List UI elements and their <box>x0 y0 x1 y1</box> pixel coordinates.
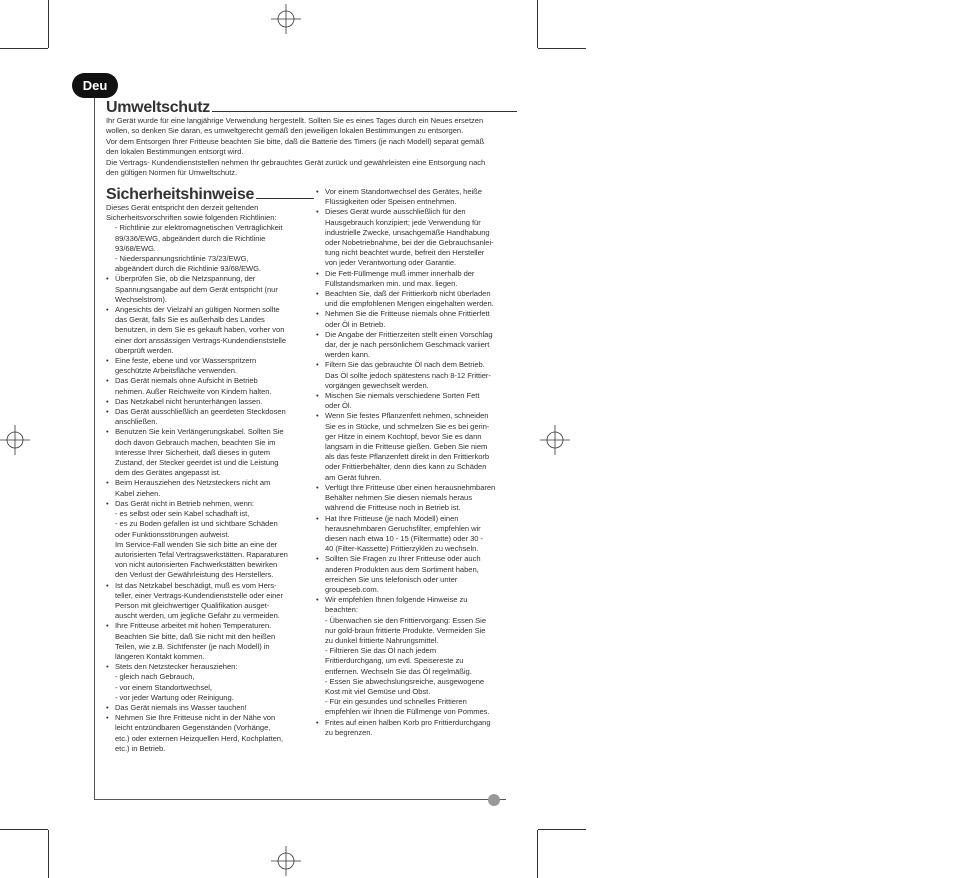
text-line: Interesse Ihrer Sicherheit, daß dieses in gutem <box>115 447 271 457</box>
text-line: 40 (Filter-Kassette) Frittierzyklen zu wechseln. <box>325 544 479 554</box>
text-line: vorgängen gewechselt werden. <box>325 380 429 390</box>
text-line: das Gerät, falls Sie es außerhalb des Landes <box>115 315 265 325</box>
text-line: doch davon Gebrauch machen, beachten Sie im <box>115 437 276 447</box>
page-border <box>94 96 95 800</box>
text-line: Dieses Gerät entspricht den derzeit geltenden <box>106 203 259 212</box>
text-line: oder Öl. <box>325 401 352 411</box>
bullet-item: • Verfügt Ihre Fritteuse über einen herausnehmbaren <box>316 483 512 493</box>
text-line: leicht entzündbaren Gegenständen (Vorhänge, <box>115 723 271 733</box>
text-line: Teilen, wie z.B. Sichtfenster (je nach Modell) in <box>115 641 270 651</box>
text-line: 93/68/EWG. <box>115 243 156 253</box>
text-line: von jeder Verantwortung oder Garantie. <box>325 258 457 268</box>
text-line: als das feste Pflanzenfett direkt in den Frittierkorb <box>325 452 490 462</box>
text-line: - es zu Boden gefallen ist und sichtbare Schäden <box>115 519 278 529</box>
text-line: werden kann. <box>325 350 370 360</box>
page-number-dot <box>488 794 500 806</box>
text-line: zu dunkel frittierte Nahrungsmittel. <box>325 635 439 645</box>
text-line: dar, der je nach persönlichem Geschmack variiert <box>325 340 490 350</box>
text-line: oder Nobetriebnahme, bei der die Gebrauchsanlei- <box>325 238 494 248</box>
crop-mark <box>0 829 48 830</box>
text-line: Wechselstrom). <box>115 294 167 304</box>
text-line: - Filtrieren Sie das Öl nach jedem <box>325 646 436 656</box>
text-line: abgeändert durch die Richtlinie 93/68/EWG. <box>115 264 262 274</box>
bullet-item: • Mischen Sie niemals verschiedene Sorten Fett <box>316 391 512 401</box>
text-line: - Für ein gesundes und schnelles Frittieren <box>325 697 467 707</box>
text-line: längeren Kontakt kommen. <box>115 651 205 661</box>
text-line: anderen Produkten aus dem Sortiment haben, <box>325 564 479 574</box>
bullet-item: • Die Fett-Füllmenge muß immer innerhalb der <box>316 269 512 279</box>
text-line: etc.) in Betrieb. <box>115 743 166 753</box>
text-line: 89/336/EWG, abgeändert durch die Richtlinie <box>115 233 266 243</box>
text-line: Im Service-Fall wenden Sie sich bitte an eine der <box>115 539 278 549</box>
bullet-item: • Das Gerät nicht in Betrieb nehmen, wenn: <box>106 499 302 509</box>
umweltschutz-text <box>106 116 506 178</box>
text-line: nur gold-braun frittierte Produkte. Vermeiden Sie <box>325 625 486 635</box>
bullet-item: • Hat Ihre Fritteuse (je nach Modell) einen <box>316 514 512 524</box>
crop-mark <box>48 830 49 878</box>
text-line: überprüft werden. <box>115 345 174 355</box>
language-tab: Deu <box>72 73 118 98</box>
crop-mark <box>537 0 538 48</box>
safety-column-right <box>316 187 512 738</box>
text-line: Kost mit viel Gemüse und Obst. <box>325 686 431 696</box>
text-line: oder Frittierbehälter, denn dies kann zu Schäden <box>325 462 487 472</box>
bullet-item: • Überprüfen Sie, ob die Netzspannung, der <box>106 274 302 284</box>
text-line: von nicht autorisierten Fachwerkstätten bewirken <box>115 560 278 570</box>
text-line: autorisierten Tefal Vertragswerkstätten. Raparaturen <box>115 549 288 559</box>
bullet-item: • Das Gerät niemals ohne Aufsicht in Betrieb <box>106 376 302 386</box>
text-line: - vor einem Standortwechsel, <box>115 682 212 692</box>
text-line: ger Hitze in einem Kochtopf, bevor Sie es dann <box>325 431 482 441</box>
bullet-item: • Das Netzkabel nicht herunterhängen lassen. <box>106 397 302 407</box>
bullet-item: • Beachten Sie, daß der Frittierkorb nicht überladen <box>316 289 512 299</box>
text-line: Kabel ziehen. <box>115 488 161 498</box>
text-line: und die empfohlenen Mengen eingehalten werden. <box>325 299 494 309</box>
text-line: auscht werden, um jegliche Gefahr zu vermeiden. <box>115 611 280 621</box>
crop-mark <box>538 829 586 830</box>
text-line: Person mit gleichwertiger Qualifikation ausget- <box>115 600 270 610</box>
text-line: nehmen. Außer Reichweite von Kindern halten. <box>115 386 272 396</box>
text-line: Die Vertrags- Kundendienststellen nehmen Ihr gebrauchtes Gerät zurück und gewährleisten eine Entsorgung nach <box>106 157 486 167</box>
text-line: beachten: <box>325 605 358 615</box>
text-line: Hausgebrauch konzipiert; jede Verwendung für <box>325 217 481 227</box>
bullet-item: • Dieses Gerät wurde ausschließlich für den <box>316 207 512 217</box>
bullet-item: • Eine feste, ebene und vor Wasserspritzern <box>106 356 302 366</box>
crop-mark <box>537 830 538 878</box>
text-line: industrielle Zwecke, unsachgemäße Handhabung <box>325 227 490 237</box>
bullet-item: • Ist das Netzkabel beschädigt, muß es vom Hers- <box>106 581 302 591</box>
registration-mark-icon <box>271 4 301 34</box>
text-line: groupeseb.com. <box>325 584 379 594</box>
bullet-item: • Ihre Fritteuse arbeitet mit hohen Temperaturen. <box>106 621 302 631</box>
text-line: - gleich nach Gebrauch, <box>115 672 195 682</box>
text-line: - Richtlinie zur elektromagnetischen Verträglichkeit <box>115 223 283 233</box>
text-line: Frittierdurchgang, um evtl. Speisereste zu <box>325 656 464 666</box>
text-line: Sie es in Stücke, und schmelzen Sie es bei gerin- <box>325 421 490 431</box>
bullet-item: • Nehmen Sie die Fritteuse niemals ohne Frittierfett <box>316 309 512 319</box>
text-line: Das Öl sollte jedoch spätestens nach 8-12 Frittier- <box>325 370 491 380</box>
text-line: herausnehmbaren Geruchsfilter, empfehlen wir <box>325 523 481 533</box>
text-line: oder Funktionsstörungen aufweist. <box>115 529 230 539</box>
text-line: langsam in die Fritteuse gießen. Geben Sie niem <box>325 442 488 452</box>
bullet-item: • Vor einem Standortwechsel des Gerätes, heiße <box>316 187 512 197</box>
registration-mark-icon <box>0 425 30 455</box>
text-line: teller, einer Vertrags-Kundendienststelle oder einer <box>115 590 283 600</box>
text-line: am Gerät führen. <box>325 472 382 482</box>
text-line: etc.) oder externen Heizquellen Herd, Kochplatten, <box>115 733 284 743</box>
safety-column-left <box>106 203 302 754</box>
text-line: Spannungsangabe auf dem Gerät entspricht (nur <box>115 284 278 294</box>
bullet-item: • Das Gerät niemals ins Wasser tauchen! <box>106 703 302 713</box>
bullet-item: • Wir empfehlen Ihnen folgende Hinweise zu <box>316 595 512 605</box>
bullet-item: • Benutzen Sie kein Verlängerungskabel. Sollten Sie <box>106 427 302 437</box>
text-line: empfehlen wir Ihnen die Füllmenge von Pommes. <box>325 707 490 717</box>
text-line: Flüssigkeiten oder Speisen entnehmen. <box>325 197 457 207</box>
text-line: Behälter nehmen Sie diesen niemals heraus <box>325 493 472 503</box>
text-line: - es selbst oder sein Kabel schadhaft ist, <box>115 509 250 519</box>
text-line: Sicherheitsvorschriften sowie folgenden Richtlinien: <box>106 213 277 223</box>
text-line: den Verlust der Gewährleistung des Herstellers. <box>115 570 274 580</box>
text-line: geschützte Arbeitsfläche verwenden. <box>115 366 237 376</box>
text-line: - Überwachen sie den Frittiervorgang: Essen Sie <box>325 615 486 625</box>
bullet-item: • Filtern Sie das gebrauchte Öl nach dem Betrieb. <box>316 360 512 370</box>
text-line: Vor dem Entsorgen Ihrer Fritteuse beachten Sie bitte, daß die Batterie des Timers (je nach Modell) separat gemäß <box>106 136 485 146</box>
bullet-item: • Stets den Netzstecker herausziehen: <box>106 662 302 672</box>
bullet-item: • Die Angabe der Frittierzeiten stellt einen Vorschlag <box>316 330 512 340</box>
text-line: dem des Gerätes angepasst ist. <box>115 468 221 478</box>
text-line: den lokalen Bestimmungen entsorgt wird. <box>106 147 244 157</box>
text-line: Ihr Gerät wurde für eine langjährige Verwendung hergestellt. Sollten Sie es eines Tages durch ein Neues ersetzen <box>106 116 484 125</box>
text-line: anschließen. <box>115 417 158 427</box>
registration-mark-icon <box>540 425 570 455</box>
text-line: diesen nach etwa 10 - 15 (Filtermatte) oder 30 - <box>325 533 483 543</box>
title-rule <box>256 197 314 199</box>
bullet-item: • Sollten Sie Fragen zu Ihrer Fritteuse oder auch <box>316 554 512 564</box>
text-line: - vor jeder Wartung oder Reinigung. <box>115 692 234 702</box>
page-border <box>94 799 506 800</box>
text-line: tung nicht beachtet wurde, befreit den Hersteller <box>325 248 485 258</box>
bullet-item: • Wenn Sie festes Pflanzenfett nehmen, schneiden <box>316 411 512 421</box>
text-line: wollen, so denken Sie daran, es umweltgerecht gemäß den jeweiligen lokalen Bestimmungen zu entsorgen. <box>106 126 464 136</box>
bullet-item: • Angesichts der Vielzahl an gültigen Normen sollte <box>106 305 302 315</box>
text-line: während die Fritteuse noch in Betrieb ist. <box>325 503 461 513</box>
bullet-item: • Beim Herausziehen des Netzsteckers nicht am <box>106 478 302 488</box>
text-line: entfernen. Wechseln Sie das Öl regelmäßig. <box>325 666 472 676</box>
text-line: Zustand, der Stecker geerdet ist und die Leistung <box>115 458 279 468</box>
text-line: zu begrenzen. <box>325 727 373 737</box>
text-line: erreichen Sie uns telefonisch oder unter <box>325 574 458 584</box>
text-line: benutzen, in dem Sie es gekauft haben, vorher von <box>115 325 285 335</box>
text-line: Füllstandsmarken min. und max. liegen. <box>325 278 458 288</box>
text-line: Beachten Sie bitte, daß Sie nicht mit den heißen <box>115 631 276 641</box>
section-title-sicherheitshinweise: Sicherheitshinweise <box>106 186 314 204</box>
bullet-item: • Nehmen Sie Ihre Fritteuse nicht in der Nähe von <box>106 713 302 723</box>
title-rule <box>212 110 517 112</box>
crop-mark <box>538 48 586 49</box>
text-line: einer dort anssässigen Vertrags-Kundendienststelle <box>115 335 286 345</box>
text-line: - Niederspannungsrichtlinie 73/23/EWG, <box>115 254 249 264</box>
crop-mark <box>48 0 49 48</box>
section-title-umweltschutz: Umweltschutz <box>106 99 517 117</box>
bullet-item: • Das Gerät ausschließlich an geerdeten Steckdosen <box>106 407 302 417</box>
text-line: oder Öl in Betrieb. <box>325 319 386 329</box>
crop-mark <box>0 48 48 49</box>
text-line: - Essen Sie abwechslungsreiche, ausgewogene <box>325 676 485 686</box>
bullet-item: • Frites auf einen halben Korb pro Frittierdurchgang <box>316 718 512 728</box>
text-line: den gültigen Normen für Umweltschutz. <box>106 168 238 178</box>
registration-mark-icon <box>271 846 301 876</box>
